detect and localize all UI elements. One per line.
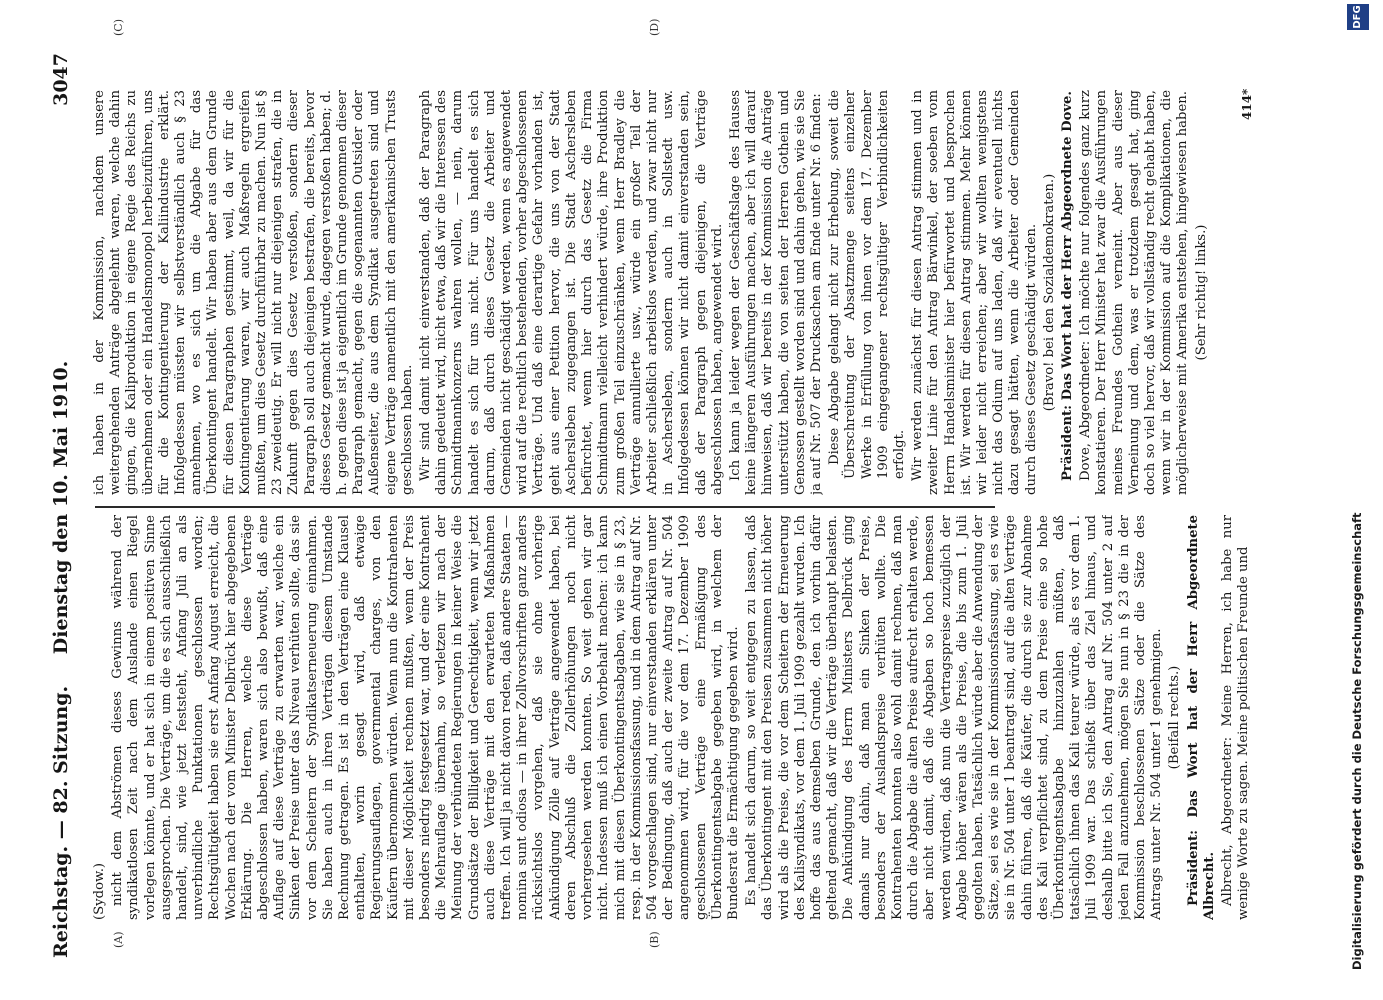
margin-mark-a: (A): [112, 931, 125, 948]
president-line: Präsident: Das Wort hat der Herr Abgeordnete Albrecht.: [1185, 515, 1217, 920]
document-page: [0, 18, 1330, 970]
page-header: [50, 45, 84, 970]
paragraph: Wir werden zunächst für diesen Antrag stimmen und in zweiter Linie für den Antrag Bärwinkel, der soeben vom Herrn Handelsminister hier befürwortet und besprochen ist. Wir werden für diesen Antrag stimmen. Mehr können wir leider nicht erreichen; aber wir wollten wenigstens nicht das Odium auf uns laden, daß wir eventuell nichts dazu gesagt hätten, wenn die Arbeiter oder Gemeinden durch dieses Gesetz geschädigt würden.: [910, 90, 1039, 495]
paragraph: Es handelt sich darum, so weit entgegen zu lassen, daß das Überkontingent mit den Preisen zusammen nicht höher wird als die Preise, die vor dem Scheitern der Erneuerung des Kalisyndikats, vor dem 1. Juli 1909 gezahlt wurden. Ich hoffe das aus demselben Grunde, den ich vorhin dafür geltend gemacht, daß wir die Verträge überhaupt belasten. Die Ankündigung des Herrn Ministers Delbrück ging damals nur dahin, daß man ein Sinken der Preise, besonders der Auslandspreise verhüten wollte. Die Kontrahenten konnten also wohl damit rechnen, daß man durch die Abgabe die alten Preise aufrecht erhalten werde, aber nicht damit, daß die Abgaben so hoch bemessen werden würden, daß nun die Vertragspreise zuzüglich der Abgabe höher wären als die Preise, die bis zum 1. Juli gegolten haben. Tatsächlich würde aber die Anwendung der Sätze, sei es wie sie in der Kommissionsfassung, sei es wie sie in Nr. 504 unter 1 beantragt sind, auf die alten Verträge dahin führen, daß die Käufer, die durch sie zur Abnahme des Kali verpflichtet sind, zu dem Preise eine so hohe Überkontingentsabgabe hinzuzahlen müßten, daß tatsächlich ihnen das Kali teurer würde, als es vor dem 1. Juli 1909 war. Das schießt über das Ziel hinaus, und deshalb bitte ich Sie, den Antrag auf Nr. 504 unter 2 auf jeden Fall anzunehmen, mögen Sie nun in § 23 die in der Kommission beschlossenen Sätze oder die Sätze des Antrags unter Nr. 504 unter 1 genehmigen.: [744, 515, 1165, 920]
president-line: Präsident: Das Wort hat der Herr Abgeordnete Dove.: [1059, 90, 1075, 481]
paragraph: nicht dem Abströmen dieses Gewinns während der syndikatlosen Zeit nach dem Auslande einen Riegel vorlegen könnte, und er hat sich in einem positiven Sinne ausgesprochen. Die Verträge, um die es sich ausschließlich handelt, sind, wie jetzt feststeht, Anfang Juli an als unverbindliche Punktationen geschlossen worden; Rechtsgültigkeit haben sie erst Anfang August erreicht, die Wochen nach der vom Minister Delbrück hier abgegebenen Erklärung. Die Herren, welche diese Verträge abgeschlossen haben, waren sich also bewußt, daß eine Auflage auf diese Verträge zu erwarten war, welche ein Sinken der Preise unter das Niveau verhüten sollte, das sie vor dem Scheitern der Syndikatserneuerung einnahmen. Sie haben auch in ihren Verträgen diesem Umstande Rechnung getragen. Es ist in den Verträgen eine Klausel enthalten, worin gesagt wird, daß etwaige Regierungsauflagen, governmental charges, von den Käufern übernommen würden. Wenn nun die Kontrahenten mit dieser Möglichkeit rechnen mußten, wenn der Preis besonders niedrig festgesetzt war, und der eine Kontrahent die Mehrauflage übernahm, so verletzen wir nach der Meinung der verbündeten Regierungen in keiner Weise die Grundsätze der Billigkeit und Gerechtigkeit, wenn wir jetzt auch diese Verträge mit den erwarteten Maßnahmen treffen. Ich will ja nicht davon reden, daß andere Staaten — nomina sunt odiosa — in ihrer Zollvorschriften ganz anders rücksichtslos vorgehen, daß sie ohne vorherige Ankündigung Zölle auf Verträge angewendet haben, bei deren Abschluß die Zollerhöhungen noch nicht vorhergesehen werden konnten. So weit gehen wir gar nicht. Indessen muß ich einen Vorbehalt machen: ich kann mich mit diesen Überkontingentsabgaben, wie sie in § 23, resp. in der Kommissionsfassung, und in dem Antrag auf Nr. 504 vorgeschlagen sind, nur einverstanden erklären unter der Bedingung, daß auch der zweite Antrag auf Nr. 504 angenommen wird, für die vor dem 17. Dezember 1909 geschlossenen Verträge eine Ermäßigung des Überkontingentsabgabe gegeben wird, in welchem der Bundesrat die Ermächtigung gegeben wird.: [110, 515, 741, 920]
right-column: [92, 90, 1342, 495]
speaker-tag: (Sydow.): [92, 862, 107, 920]
margin-mark-c: (C): [112, 19, 125, 36]
digitization-credit: Digitalisierung gefördert durch die Deutsche Forschungsgemeinschaft: [1350, 512, 1364, 970]
speaker-paragraph: Dove, Abgeordneter: Ich möchte nur folgendes ganz kurz konstatieren. Der Herr Minister hat zwar die Ausführungen meines Freundes Gothein verneint. Aber aus dieser Verneinung und dem, was er trotzdem gesagt hat, ging doch so viel hervor, daß wir vollständig recht gehabt haben, wenn wir in der Kommission auf die Komplikationen, die möglicherweise mit Amerika entstehen, hingewiesen haben.: [1078, 90, 1191, 495]
paragraph: ich haben in der Kommission, nachdem unsere weitergehenden Anträge abgelehnt waren, welche dahin gingen, die Kaliproduktion in eigene Regie des Reichs zu übernehmen oder ein Handelsmonopol herbeizuführen, uns für die Kontingentierung der Kaliindustrie erklärt. Infolgedessen müssten wir selbstverständlich auch § 23 annehmen, wo es sich um die Abgabe für das Überkontingent handelt. Wir haben aber aus dem Grunde für diesen Paragraphen gestimmt, weil, da wir für die Kontingentierung waren, wir auch Maßregeln ergreifen mußten, um dies Gesetz durchführbar zu machen. Nun ist § 23 zweideutig. Er will nicht nur diejenigen strafen, die in Zukunft gegen dies Gesetz verstoßen, sondern dieser Paragraph soll auch diejenigen bestrafen, die bereits, bevor dieses Gesetz gemacht wurde, dagegen verstoßen haben; d. h. gegen diese ist ja eigentlich im Grunde genommen dieser Paragraph gemacht, gegen die sogenannten Outsider oder Außenseiter, die aus dem Syndikat ausgetreten sind und eigene Verträge namentlich mit den amerikanischen Trusts geschlossen haben.: [92, 90, 415, 495]
column-divider: [95, 506, 995, 508]
margin-mark-d: (D): [648, 18, 661, 36]
margin-mark-b: (B): [648, 931, 661, 948]
applause-note: (Bravo! bei den Sozialdemokraten.): [1041, 173, 1057, 412]
paragraph: Wir sind damit nicht einverstanden, daß der Paragraph dahin gedeutet wird, nicht etwa, daß wir die Interessen des Schmidtmannkonzerns wahren wollen, — nein, darum handelt es sich für uns nicht. Für uns handelt es sich darum, daß durch dieses Gesetz die Arbeiter und Gemeinden nicht geschädigt werden, wenn es angewendet wird auf die rechtlich bestehenden, vorher abgeschlossenen Verträge. Und daß eine derartige Gefahr vorhanden ist, geht aus einer Petition hervor, die uns von der Stadt Aschersleben zugegangen ist. Die Stadt Aschersleben befürchtet, wenn hier durch das Gesetz die Firma Schmidtmann vielleicht verhindert würde, ihre Produktion zum großen Teil einzuschränken, wenn Herr Bradley die Verträge annullierte usw., würde ein großer Teil der Arbeiter schließlich arbeitslos werden, und zwar nicht nur in Aschersleben, sondern auch in Sollstedt usw. Infolgedessen können wir nicht damit einverstanden sein, daß der Paragraph gegen diejenigen, die Verträge abgeschlossen haben, angewendet wird.: [418, 90, 725, 495]
paragraph: Ich kann ja leider wegen der Geschäftslage des Hauses keine längeren Ausführungen machen, aber ich will darauf hinweisen, daß wir bereits in der Kommission die Anträge unterstützt haben, die von seiten der Herren Gothein und Genossen gestellt worden sind und dahin gehen, wie sie Sie ja auf Nr. 507 der Drucksachen am Ende unter Nr. 6 finden:: [727, 90, 824, 495]
quoted-motion: Diese Abgabe gelangt nicht zur Erhebung, soweit die Überschreitung der Absatzmenge seitens einzelner Werke in Erfüllung von ihnen vor dem 17. Dezember 1909 eingegangener rechtsgültiger Verbindlichkeiten erfolgt.: [827, 90, 907, 479]
applause-note: (Sehr richtig! links.): [1193, 224, 1209, 361]
page-number: 3047: [50, 53, 72, 106]
signature-mark: 414*: [1240, 88, 1254, 120]
header-date: Dienstag den 10. Mai 1910.: [50, 360, 72, 655]
applause-note: (Beifall rechts.): [1167, 665, 1183, 770]
speaker-paragraph: Albrecht, Abgeordneter: Meine Herren, ich habe nur wenige Worte zu sagen. Meine politischen Freunde und: [1220, 515, 1252, 920]
header-left: Reichstag. — 82. Sitzung.: [50, 685, 72, 958]
left-column: [92, 515, 1342, 920]
dfg-logo: DFG: [1347, 4, 1369, 30]
